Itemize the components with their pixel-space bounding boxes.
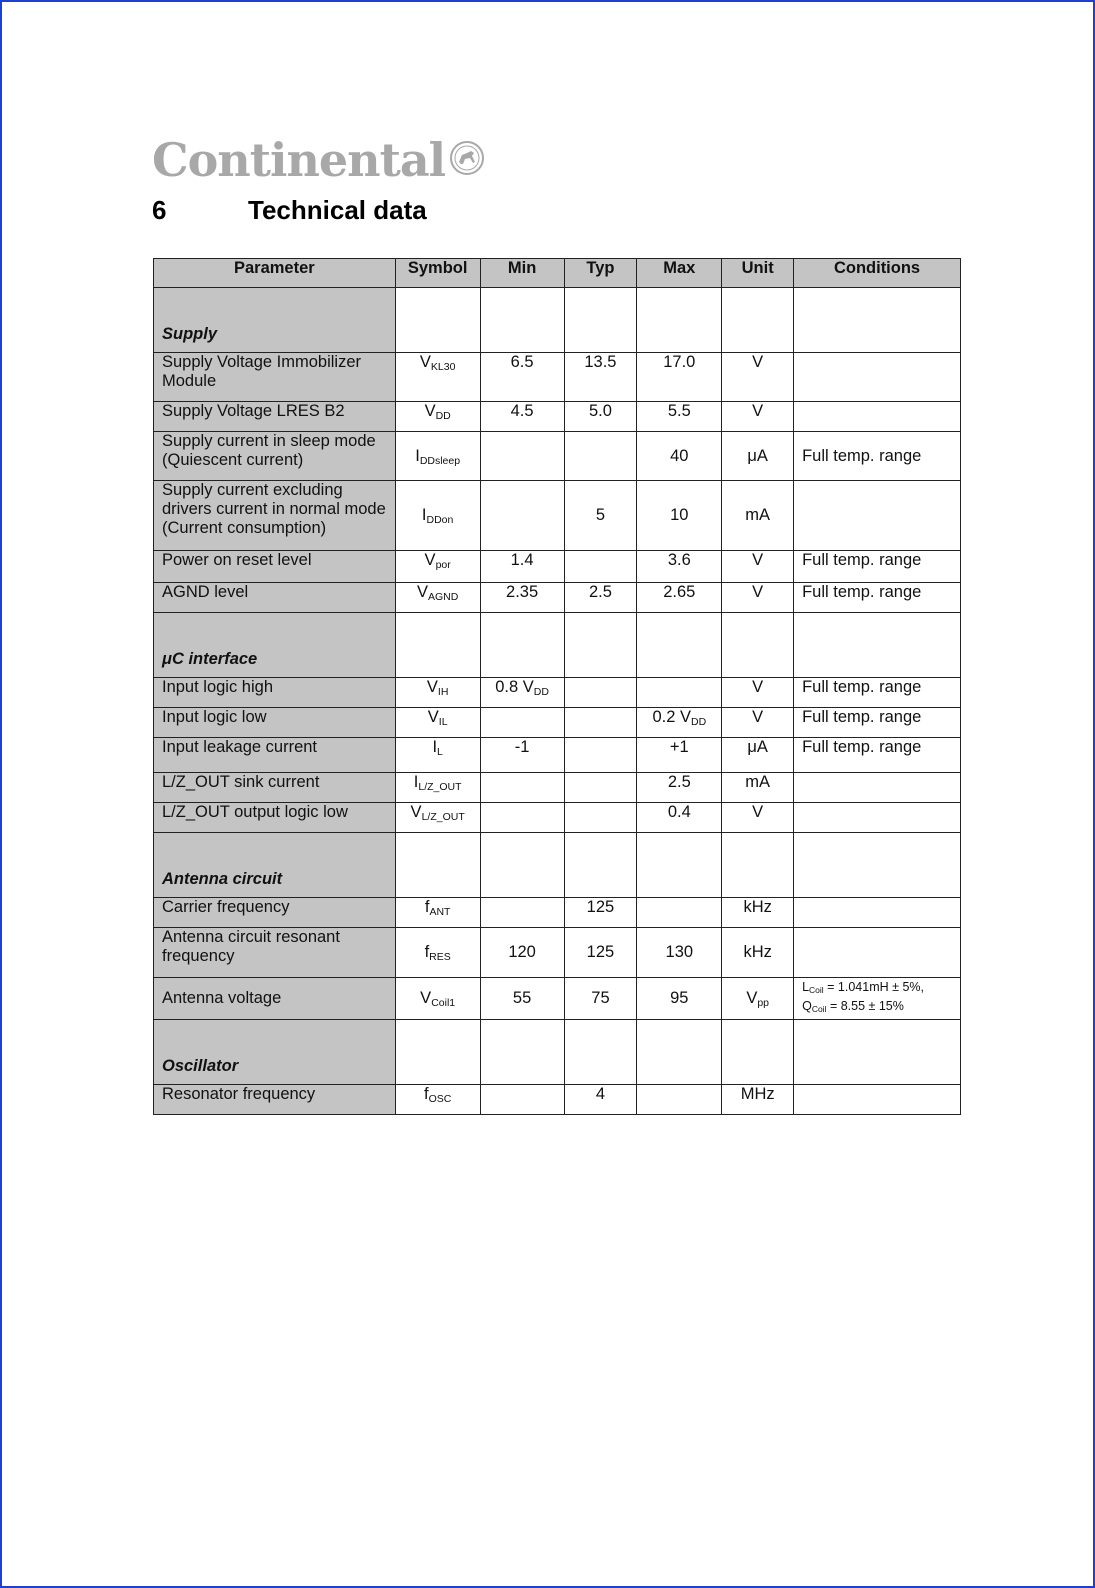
param-cell: Resonator frequency — [154, 1085, 396, 1115]
symbol-cell: $f_{ANT}$ — [395, 898, 480, 928]
param-cell: Input leakage current — [154, 738, 396, 773]
typ-cell: 5 — [564, 481, 637, 551]
conditions-cell — [794, 773, 961, 803]
min-cell: 55 — [480, 978, 564, 1020]
table-row — [154, 402, 961, 432]
typ-cell — [564, 773, 637, 803]
unit-cell: mA — [722, 773, 794, 803]
param-cell: L/Z_OUT sink current — [154, 773, 396, 803]
conditions-cell — [794, 898, 961, 928]
symbol-cell: $V_{por}$ — [395, 551, 480, 583]
typ-cell — [564, 432, 637, 481]
company-logo — [152, 134, 485, 186]
table-row — [154, 898, 961, 928]
typ-cell: 125 — [564, 928, 637, 978]
max-cell: 5.5 — [637, 402, 722, 432]
unit-cell: V — [722, 708, 794, 738]
section-label: μC interface — [154, 613, 396, 678]
max-cell: 2.65 — [637, 583, 722, 613]
conditions-cell — [794, 803, 961, 833]
section-label: Oscillator — [154, 1020, 396, 1085]
min-cell — [480, 773, 564, 803]
unit-cell: V — [722, 551, 794, 583]
table-row — [154, 583, 961, 613]
typ-cell — [564, 738, 637, 773]
table-row — [154, 678, 961, 708]
technical-data-table — [153, 258, 961, 1115]
min-cell: 120 — [480, 928, 564, 978]
header-parameter: Parameter — [154, 259, 396, 288]
table-row — [154, 928, 961, 978]
max-cell — [637, 898, 722, 928]
min-cell: 1.4 — [480, 551, 564, 583]
typ-cell: 125 — [564, 898, 637, 928]
unit-cell: MHz — [722, 1085, 794, 1115]
typ-cell: 4 — [564, 1085, 637, 1115]
table-row — [154, 738, 961, 773]
symbol-cell: $I_{DDon}$ — [395, 481, 480, 551]
min-cell — [480, 708, 564, 738]
min-cell: 6.5 — [480, 353, 564, 402]
max-cell — [637, 1085, 722, 1115]
section-label: Supply — [154, 288, 396, 353]
param-cell: Power on reset level — [154, 551, 396, 583]
param-cell: Supply current in sleep mode (Quiescent current) — [154, 432, 396, 481]
min-cell: 0.8 $V_{DD}$ — [480, 678, 564, 708]
table-header-row — [154, 259, 961, 288]
conditions-cell: Full temp. range — [794, 678, 961, 708]
max-cell: 130 — [637, 928, 722, 978]
symbol-cell: $V_{AGND}$ — [395, 583, 480, 613]
section-row-supply — [154, 288, 961, 353]
unit-cell: V — [722, 353, 794, 402]
section-row-antenna-circuit — [154, 833, 961, 898]
unit-cell: $V_{pp}$ — [722, 978, 794, 1020]
symbol-cell: $V_{Coil1}$ — [395, 978, 480, 1020]
param-cell: Supply Voltage Immobilizer Module — [154, 353, 396, 402]
conditions-cell: Full temp. range — [794, 708, 961, 738]
unit-cell: V — [722, 678, 794, 708]
section-row-oscillator — [154, 1020, 961, 1085]
unit-cell: V — [722, 803, 794, 833]
min-cell: -1 — [480, 738, 564, 773]
param-cell: L/Z_OUT output logic low — [154, 803, 396, 833]
conditions-cell: Full temp. range — [794, 551, 961, 583]
section-title: Technical data — [248, 195, 427, 225]
max-cell: 2.5 — [637, 773, 722, 803]
typ-cell: 5.0 — [564, 402, 637, 432]
max-cell: 17.0 — [637, 353, 722, 402]
typ-cell: 2.5 — [564, 583, 637, 613]
table-row — [154, 803, 961, 833]
header-max: Max — [637, 259, 722, 288]
param-cell: Carrier frequency — [154, 898, 396, 928]
table-row — [154, 481, 961, 551]
typ-cell — [564, 708, 637, 738]
param-cell: AGND level — [154, 583, 396, 613]
conditions-cell: $L_{Coil} = 1.041mH \pm 5\%$, $Q_{Coil} = 8.55 \pm 15\%$ — [794, 978, 961, 1020]
param-cell: Input logic low — [154, 708, 396, 738]
min-cell — [480, 803, 564, 833]
symbol-cell: $V_{IH}$ — [395, 678, 480, 708]
horse-seal-icon — [449, 140, 485, 181]
unit-cell: kHz — [722, 898, 794, 928]
typ-cell — [564, 803, 637, 833]
typ-cell — [564, 678, 637, 708]
param-cell: Antenna circuit resonant frequency — [154, 928, 396, 978]
unit-cell: μA — [722, 432, 794, 481]
conditions-cell — [794, 481, 961, 551]
header-symbol: Symbol — [395, 259, 480, 288]
min-cell — [480, 898, 564, 928]
table-row — [154, 353, 961, 402]
min-cell: 4.5 — [480, 402, 564, 432]
logo-wordmark: Continental — [152, 133, 446, 187]
table-row — [154, 432, 961, 481]
param-cell: Antenna voltage — [154, 978, 396, 1020]
param-cell: Input logic high — [154, 678, 396, 708]
symbol-cell: $I_{DDsleep}$ — [395, 432, 480, 481]
typ-cell — [564, 551, 637, 583]
conditions-cell: Full temp. range — [794, 432, 961, 481]
header-conditions: Conditions — [794, 259, 961, 288]
conditions-cell: Full temp. range — [794, 738, 961, 773]
table-row — [154, 773, 961, 803]
header-unit: Unit — [722, 259, 794, 288]
table-row — [154, 708, 961, 738]
max-cell: 3.6 — [637, 551, 722, 583]
min-cell — [480, 481, 564, 551]
max-cell — [637, 678, 722, 708]
max-cell: 95 — [637, 978, 722, 1020]
header-min: Min — [480, 259, 564, 288]
section-heading — [152, 195, 427, 226]
max-cell: 0.4 — [637, 803, 722, 833]
unit-cell: kHz — [722, 928, 794, 978]
unit-cell: V — [722, 402, 794, 432]
symbol-cell: $V_{KL30}$ — [395, 353, 480, 402]
conditions-cell: Full temp. range — [794, 583, 961, 613]
conditions-cell — [794, 353, 961, 402]
conditions-cell — [794, 928, 961, 978]
symbol-cell: $f_{RES}$ — [395, 928, 480, 978]
typ-cell: 13.5 — [564, 353, 637, 402]
param-cell: Supply Voltage LRES B2 — [154, 402, 396, 432]
unit-cell: μA — [722, 738, 794, 773]
symbol-cell: $V_{DD}$ — [395, 402, 480, 432]
unit-cell: V — [722, 583, 794, 613]
conditions-cell — [794, 1085, 961, 1115]
min-cell — [480, 1085, 564, 1115]
section-number: 6 — [152, 195, 167, 225]
section-row-uc-interface — [154, 613, 961, 678]
unit-cell: mA — [722, 481, 794, 551]
symbol-cell: $I_{L/Z\_OUT}$ — [395, 773, 480, 803]
min-cell — [480, 432, 564, 481]
symbol-cell: $V_{IL}$ — [395, 708, 480, 738]
symbol-cell: $V_{L/Z\_OUT}$ — [395, 803, 480, 833]
table-row — [154, 978, 961, 1020]
header-typ: Typ — [564, 259, 637, 288]
max-cell: 40 — [637, 432, 722, 481]
max-cell: 0.2 $V_{DD}$ — [637, 708, 722, 738]
symbol-cell: $I_L$ — [395, 738, 480, 773]
table-row — [154, 1085, 961, 1115]
table-row — [154, 551, 961, 583]
conditions-cell — [794, 402, 961, 432]
typ-cell: 75 — [564, 978, 637, 1020]
symbol-cell: $f_{OSC}$ — [395, 1085, 480, 1115]
param-cell: Supply current excluding drivers current in normal mode (Current consumption) — [154, 481, 396, 551]
section-label: Antenna circuit — [154, 833, 396, 898]
max-cell: 10 — [637, 481, 722, 551]
max-cell: +1 — [637, 738, 722, 773]
min-cell: 2.35 — [480, 583, 564, 613]
